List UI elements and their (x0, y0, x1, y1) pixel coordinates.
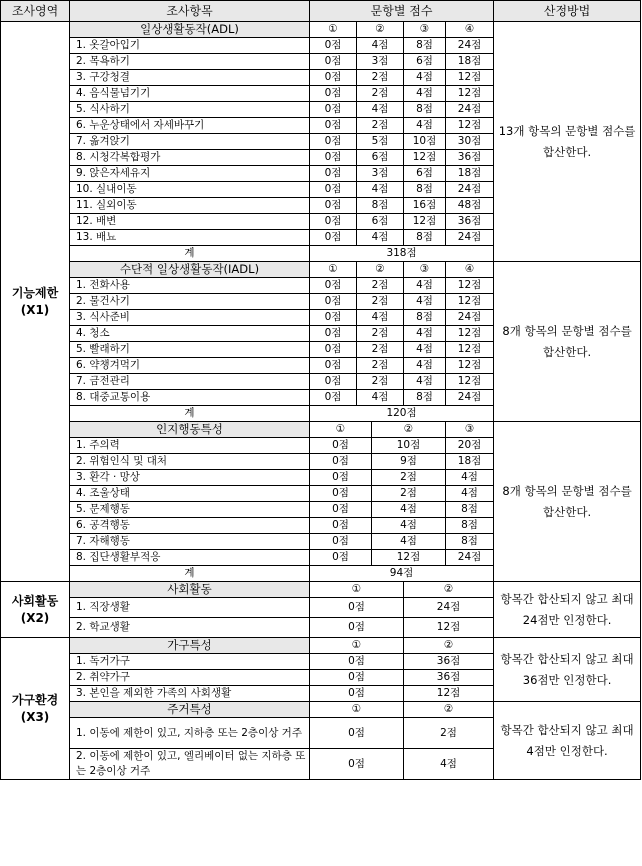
iadl-total-value: 120점 (310, 406, 494, 422)
adl-item-label: 4. 음식물넘기기 (70, 86, 310, 102)
cog-item-score: 4점 (372, 502, 446, 518)
household-item-score: 0점 (310, 670, 404, 686)
cog-item-label: 3. 환각 · 망상 (70, 470, 310, 486)
adl-item-score: 6점 (357, 150, 404, 166)
housing-item-score: 4점 (404, 749, 494, 780)
iadl-method: 8개 항목의 문항별 점수를 합산한다. (494, 262, 641, 422)
iadl-level-3: ③ (404, 262, 446, 278)
social-item-score: 0점 (310, 598, 404, 618)
adl-item-score: 4점 (404, 86, 446, 102)
adl-item-score: 0점 (310, 86, 357, 102)
cog-total-value: 94점 (310, 566, 494, 582)
cog-item-label: 5. 문제행동 (70, 502, 310, 518)
housing-item-label: 1. 이동에 제한이 있고, 지하층 또는 2층이상 거주 (70, 718, 310, 749)
cog-item-label: 6. 공격행동 (70, 518, 310, 534)
adl-item-score: 2점 (357, 118, 404, 134)
adl-item-label: 7. 옮겨앉기 (70, 134, 310, 150)
adl-item-label: 13. 배뇨 (70, 230, 310, 246)
adl-item-score: 0점 (310, 38, 357, 54)
header-score: 문항별 점수 (310, 1, 494, 22)
iadl-item-label: 7. 금전관리 (70, 374, 310, 390)
cog-item-label: 8. 집단생활부적응 (70, 550, 310, 566)
adl-item-score: 0점 (310, 150, 357, 166)
iadl-item-score: 0점 (310, 294, 357, 310)
housing-item-score: 2점 (404, 718, 494, 749)
adl-item-score: 8점 (404, 102, 446, 118)
adl-item-label: 1. 옷갈아입기 (70, 38, 310, 54)
cog-item-score: 12점 (372, 550, 446, 566)
iadl-item-score: 0점 (310, 374, 357, 390)
cog-item-score: 0점 (310, 470, 372, 486)
housing-level-1: ① (310, 702, 404, 718)
cog-item-label: 1. 주의력 (70, 438, 310, 454)
x3-area-cell (1, 638, 70, 780)
household-item-score: 36점 (404, 670, 494, 686)
housing-item-label: 2. 이동에 제한이 있고, 엘리베이터 없는 지하층 또는 2층이상 거주 (70, 749, 310, 780)
adl-item-score: 3점 (357, 166, 404, 182)
adl-item-score: 4점 (357, 38, 404, 54)
social-item-score: 12점 (404, 618, 494, 638)
x1-area-name: 기능제한 (11, 285, 59, 300)
x3-area-name: 가구환경 (11, 692, 59, 707)
cog-item-score: 0점 (310, 454, 372, 470)
adl-level-2: ② (357, 22, 404, 38)
cog-item-score: 8점 (446, 502, 494, 518)
iadl-item-score: 12점 (446, 294, 494, 310)
iadl-item-score: 8점 (404, 310, 446, 326)
x2-area-cell (1, 582, 70, 638)
iadl-item-score: 12점 (446, 326, 494, 342)
adl-item-score: 24점 (446, 38, 494, 54)
iadl-item-label: 2. 물건사기 (70, 294, 310, 310)
iadl-item-score: 0점 (310, 390, 357, 406)
adl-item-label: 2. 목욕하기 (70, 54, 310, 70)
social-level-2: ② (404, 582, 494, 598)
adl-item-score: 6점 (357, 214, 404, 230)
household-item-label: 1. 독거가구 (70, 654, 310, 670)
adl-item-score: 2점 (357, 70, 404, 86)
iadl-item-score: 2점 (357, 342, 404, 358)
cog-item-score: 24점 (446, 550, 494, 566)
social-method: 항목간 합산되지 않고 최대 24점만 인정한다. (494, 582, 641, 638)
adl-item-label: 9. 앉은자세유지 (70, 166, 310, 182)
iadl-item-score: 4점 (357, 310, 404, 326)
adl-item-score: 8점 (404, 230, 446, 246)
social-title-row (1, 582, 641, 598)
household-item-score: 0점 (310, 654, 404, 670)
iadl-item-score: 4점 (404, 358, 446, 374)
adl-item-score: 8점 (404, 38, 446, 54)
cog-item-score: 2점 (372, 470, 446, 486)
iadl-item-score: 2점 (357, 358, 404, 374)
adl-item-label: 5. 식사하기 (70, 102, 310, 118)
iadl-item-score: 0점 (310, 278, 357, 294)
adl-item-score: 5점 (357, 134, 404, 150)
adl-item-score: 0점 (310, 102, 357, 118)
iadl-item-label: 3. 식사준비 (70, 310, 310, 326)
adl-item-label: 11. 실외이동 (70, 198, 310, 214)
cog-item-score: 2점 (372, 486, 446, 502)
iadl-item-score: 0점 (310, 358, 357, 374)
social-level-1: ① (310, 582, 404, 598)
adl-item-score: 0점 (310, 182, 357, 198)
adl-item-score: 0점 (310, 134, 357, 150)
household-item-label: 2. 취약가구 (70, 670, 310, 686)
adl-item-score: 12점 (404, 214, 446, 230)
household-item-score: 12점 (404, 686, 494, 702)
social-item-label: 2. 학교생활 (70, 618, 310, 638)
adl-item-score: 8점 (404, 182, 446, 198)
iadl-item-score: 4점 (404, 374, 446, 390)
cog-item-label: 7. 자해행동 (70, 534, 310, 550)
cog-item-score: 0점 (310, 518, 372, 534)
adl-item-score: 4점 (404, 118, 446, 134)
adl-item-label: 3. 구강청결 (70, 70, 310, 86)
adl-item-score: 0점 (310, 230, 357, 246)
iadl-item-score: 4점 (404, 342, 446, 358)
cog-level-1: ① (310, 422, 372, 438)
housing-method: 항목간 합산되지 않고 최대 4점만 인정한다. (494, 702, 641, 780)
adl-item-score: 12점 (446, 70, 494, 86)
cog-item-score: 8점 (446, 534, 494, 550)
header-method: 산정방법 (494, 1, 641, 22)
iadl-item-score: 4점 (404, 278, 446, 294)
adl-item-label: 12. 배변 (70, 214, 310, 230)
adl-item-label: 10. 실내이동 (70, 182, 310, 198)
adl-item-score: 4점 (357, 230, 404, 246)
household-method: 항목간 합산되지 않고 최대 36점만 인정한다. (494, 638, 641, 702)
adl-item-score: 24점 (446, 102, 494, 118)
household-level-1: ① (310, 638, 404, 654)
x1-area-cell (1, 22, 70, 582)
adl-item-score: 24점 (446, 182, 494, 198)
housing-title: 주거특성 (70, 702, 310, 718)
iadl-item-score: 4점 (404, 326, 446, 342)
header-row (1, 1, 641, 22)
cog-item-score: 9점 (372, 454, 446, 470)
household-item-score: 36점 (404, 654, 494, 670)
cog-title: 인지행동특성 (70, 422, 310, 438)
adl-level-4: ④ (446, 22, 494, 38)
iadl-item-label: 5. 빨래하기 (70, 342, 310, 358)
adl-item-score: 18점 (446, 166, 494, 182)
household-item-score: 0점 (310, 686, 404, 702)
cog-item-score: 8점 (446, 518, 494, 534)
household-title: 가구특성 (70, 638, 310, 654)
adl-item-score: 36점 (446, 214, 494, 230)
adl-item-score: 12점 (404, 150, 446, 166)
iadl-item-score: 0점 (310, 326, 357, 342)
iadl-total-label: 계 (70, 406, 310, 422)
social-item-score: 0점 (310, 618, 404, 638)
iadl-item-score: 12점 (446, 358, 494, 374)
cog-method: 8개 항목의 문항별 점수를 합산한다. (494, 422, 641, 582)
iadl-item-score: 12점 (446, 278, 494, 294)
adl-item-score: 36점 (446, 150, 494, 166)
adl-total-value: 318점 (310, 246, 494, 262)
iadl-level-4: ④ (446, 262, 494, 278)
cog-item-score: 4점 (372, 534, 446, 550)
cog-item-score: 4점 (372, 518, 446, 534)
adl-item-score: 0점 (310, 198, 357, 214)
housing-item-score: 0점 (310, 718, 404, 749)
adl-item-score: 18점 (446, 54, 494, 70)
iadl-title-row (1, 262, 641, 278)
cog-item-score: 0점 (310, 534, 372, 550)
adl-item-score: 24점 (446, 230, 494, 246)
iadl-item-score: 0점 (310, 310, 357, 326)
iadl-item-label: 4. 청소 (70, 326, 310, 342)
cog-item-score: 0점 (310, 438, 372, 454)
adl-title: 일상생활동작(ADL) (70, 22, 310, 38)
cog-item-label: 2. 위험인식 및 대처 (70, 454, 310, 470)
adl-item-score: 6점 (404, 166, 446, 182)
iadl-item-label: 6. 약챙겨먹기 (70, 358, 310, 374)
adl-level-1: ① (310, 22, 357, 38)
iadl-title: 수단적 일상생활동작(IADL) (70, 262, 310, 278)
iadl-level-1: ① (310, 262, 357, 278)
adl-item-label: 6. 누운상태에서 자세바꾸기 (70, 118, 310, 134)
iadl-item-score: 0점 (310, 342, 357, 358)
adl-item-label: 8. 시청각복합평가 (70, 150, 310, 166)
cog-total-label: 계 (70, 566, 310, 582)
iadl-item-score: 2점 (357, 326, 404, 342)
household-title-row (1, 638, 641, 654)
household-item-label: 3. 본인을 제외한 가족의 사회생활 (70, 686, 310, 702)
adl-item-score: 4점 (357, 102, 404, 118)
iadl-item-score: 12점 (446, 374, 494, 390)
adl-item-score: 0점 (310, 118, 357, 134)
adl-item-score: 4점 (404, 70, 446, 86)
adl-item-score: 0점 (310, 70, 357, 86)
cog-level-3: ③ (446, 422, 494, 438)
x2-area-name: 사회활동 (11, 593, 59, 608)
iadl-item-label: 1. 전화사용 (70, 278, 310, 294)
iadl-item-score: 24점 (446, 310, 494, 326)
cog-item-score: 0점 (310, 502, 372, 518)
x2-area-code: (X2) (20, 610, 50, 625)
adl-item-score: 2점 (357, 86, 404, 102)
iadl-item-score: 2점 (357, 374, 404, 390)
iadl-level-2: ② (357, 262, 404, 278)
adl-item-score: 4점 (357, 182, 404, 198)
adl-method: 13개 항목의 문항별 점수를 합산한다. (494, 22, 641, 262)
iadl-item-score: 2점 (357, 294, 404, 310)
iadl-item-score: 8점 (404, 390, 446, 406)
adl-item-score: 12점 (446, 118, 494, 134)
iadl-item-score: 2점 (357, 278, 404, 294)
cog-level-2: ② (372, 422, 446, 438)
adl-item-score: 16점 (404, 198, 446, 214)
cog-item-score: 18점 (446, 454, 494, 470)
iadl-item-label: 8. 대중교통이용 (70, 390, 310, 406)
housing-title-row (1, 702, 641, 718)
social-title: 사회활동 (70, 582, 310, 598)
cog-item-score: 20점 (446, 438, 494, 454)
adl-item-score: 10점 (404, 134, 446, 150)
household-level-2: ② (404, 638, 494, 654)
cog-item-label: 4. 조울상태 (70, 486, 310, 502)
adl-title-row (1, 22, 641, 38)
adl-total-label: 계 (70, 246, 310, 262)
cog-item-score: 4점 (446, 470, 494, 486)
cog-title-row (1, 422, 641, 438)
adl-item-score: 8점 (357, 198, 404, 214)
housing-item-score: 0점 (310, 749, 404, 780)
social-item-label: 1. 직장생활 (70, 598, 310, 618)
cog-item-score: 10점 (372, 438, 446, 454)
cog-item-score: 0점 (310, 486, 372, 502)
social-item-score: 24점 (404, 598, 494, 618)
iadl-item-score: 12점 (446, 342, 494, 358)
cog-item-score: 4점 (446, 486, 494, 502)
header-area: 조사영역 (1, 1, 70, 22)
x3-area-code: (X3) (20, 709, 50, 724)
housing-level-2: ② (404, 702, 494, 718)
adl-item-score: 0점 (310, 54, 357, 70)
iadl-item-score: 4점 (404, 294, 446, 310)
header-item: 조사항목 (70, 1, 310, 22)
adl-item-score: 3점 (357, 54, 404, 70)
adl-item-score: 0점 (310, 214, 357, 230)
adl-item-score: 6점 (404, 54, 446, 70)
iadl-item-score: 24점 (446, 390, 494, 406)
adl-item-score: 30점 (446, 134, 494, 150)
iadl-item-score: 4점 (357, 390, 404, 406)
adl-item-score: 0점 (310, 166, 357, 182)
x1-area-code: (X1) (20, 302, 50, 317)
adl-level-3: ③ (404, 22, 446, 38)
adl-item-score: 12점 (446, 86, 494, 102)
cog-item-score: 0점 (310, 550, 372, 566)
adl-item-score: 48점 (446, 198, 494, 214)
